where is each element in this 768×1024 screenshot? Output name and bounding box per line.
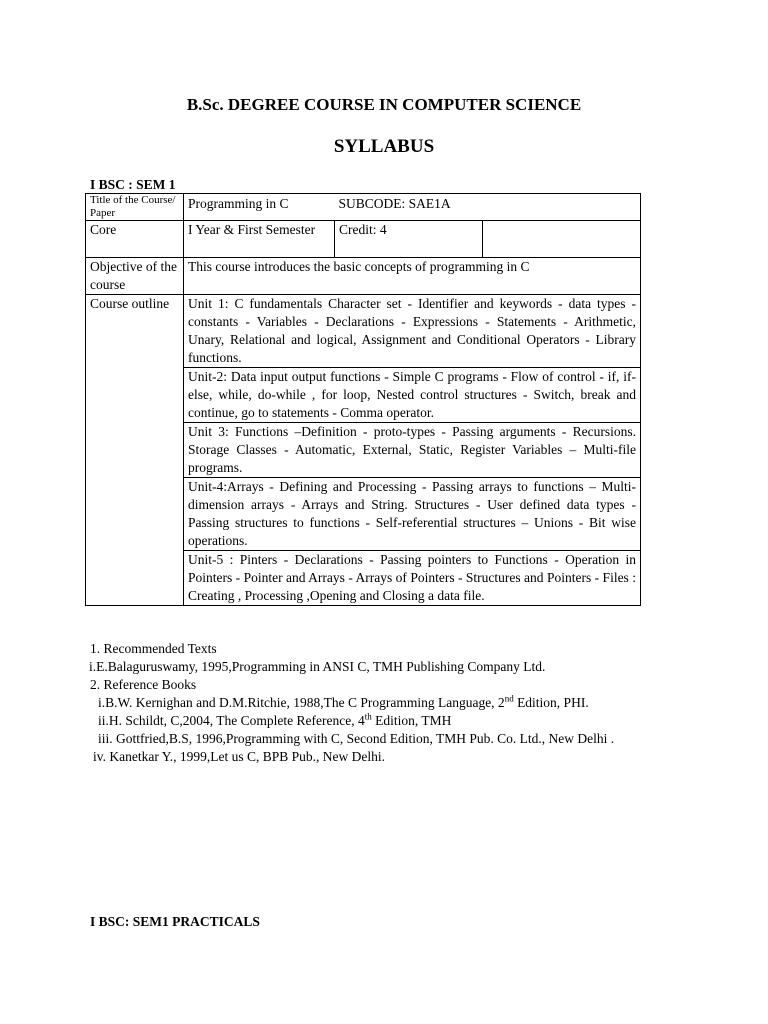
superscript: th (364, 711, 372, 722)
recommended-heading: 1. Recommended Texts (90, 641, 217, 656)
reference-text: i.B.W. Kernighan and D.M.Ritchie, 1988,The C Programming Language, 2 (98, 695, 505, 710)
paper-cell (184, 194, 641, 221)
reference-text: Edition, TMH (371, 713, 452, 728)
unit-3: Unit 3: Functions –Definition - proto-types - Passing arguments - Recursions. Storage Classes - Automatic, External, Static, Register Variables – Multi-file programs. (184, 423, 641, 478)
semester-label: I BSC : SEM 1 (90, 177, 176, 192)
objective-text: This course introduces the basic concepts of programming in C (184, 258, 641, 295)
unit-5: Unit-5 : Pinters - Declarations - Passing pointers to Functions - Operation in Pointers - Pointer and Arrays - Arrays of Pointers - Structures and Pointers - Files : Creating , Processing ,Opening and Closing a data file. (184, 551, 641, 606)
unit-1: Unit 1: C fundamentals Character set - Identifier and keywords - data types - constants - Variables - Declarations - Expressions - Statements - Arithmetic, Unary, Relational and logical, Assignment and Conditional Operators - Library functions. (184, 295, 641, 368)
reference-text: ii.H. Schildt, C,2004, The Complete Reference, 4 (98, 713, 365, 728)
table-row-objective (86, 258, 641, 295)
reference-heading: 2. Reference Books (90, 677, 197, 692)
table-row-title (86, 194, 641, 221)
unit-2: Unit-2: Data input output functions - Simple C programs - Flow of control - if, if-else, while, do-while , for loop, Nested control structures - Switch, break and continue, go to statements - Comma operator. (184, 368, 641, 423)
syllabus-table (85, 193, 641, 606)
paper-name: Programming in C (188, 196, 289, 211)
table-row-core (86, 221, 641, 258)
document-subtitle: SYLLABUS (333, 136, 435, 157)
document-title: B.Sc. DEGREE COURSE IN COMPUTER SCIENCE (186, 95, 582, 114)
references-section (90, 640, 614, 766)
row-label-outline: Course outline (86, 295, 184, 606)
superscript: nd (504, 693, 514, 704)
credit-cell (335, 221, 641, 258)
row-label-core: Core (86, 221, 184, 258)
year-semester: I Year & First Semester (184, 221, 335, 258)
credit-value: Credit: 4 (335, 221, 483, 257)
row-label-title: Title of the Course/ Paper (86, 194, 184, 221)
recommended-item: i.E.Balaguruswamy, 1995,Programming in ANSI C, TMH Publishing Company Ltd. (89, 659, 546, 674)
reference-text: Edition, PHI. (513, 695, 589, 710)
reference-item: iii. Gottfried,B.S, 1996,Programming with C, Second Edition, TMH Pub. Co. Ltd., New Delhi . (98, 731, 615, 746)
unit-4: Unit-4:Arrays - Defining and Processing - Passing arrays to functions – Multi-dimension arrays - Arrays and String. Structures - User defined data types - Passing structures to functions - Self-referential structures – Unions - Bit wise operations. (184, 478, 641, 551)
practicals-heading: I BSC: SEM1 PRACTICALS (90, 914, 260, 929)
reference-item: iv. Kanetkar Y., 1999,Let us C, BPB Pub., New Delhi. (93, 749, 385, 764)
subcode: SUBCODE: SAE1A (338, 196, 451, 211)
reference-item (90, 694, 614, 712)
reference-item (90, 712, 614, 730)
table-row-unit-1 (86, 295, 641, 368)
row-label-objective: Objective of the course (86, 258, 184, 295)
empty-cell (483, 221, 640, 257)
